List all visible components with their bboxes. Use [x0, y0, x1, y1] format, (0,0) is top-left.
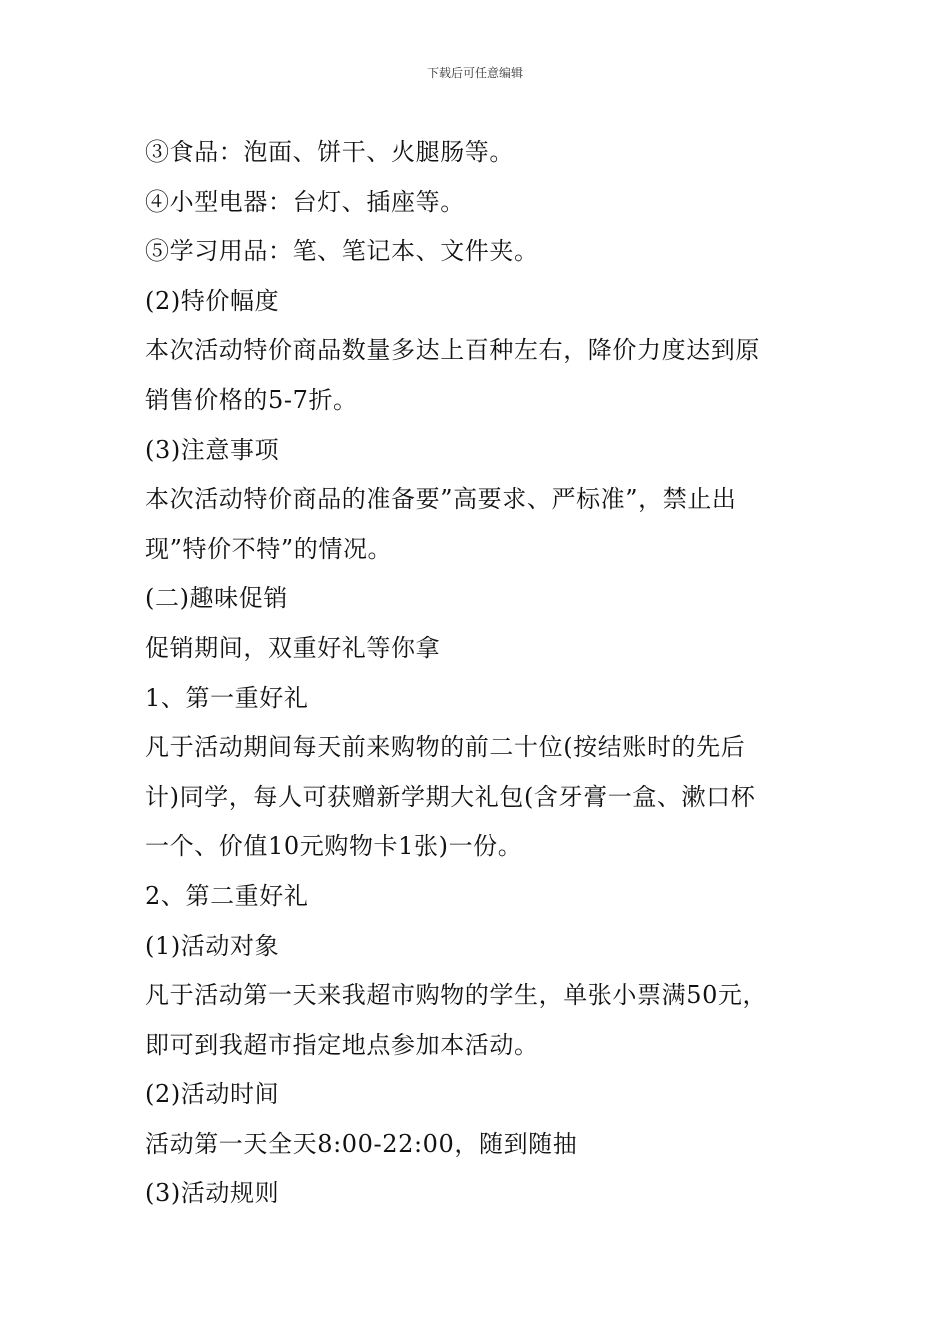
text-line: 销售价格的5-7折。 [145, 385, 358, 414]
section-heading: 2、第二重好礼 [145, 881, 309, 910]
text-line: 本次活动特价商品数量多达上百种左右，降价力度达到原 [145, 336, 760, 365]
text-line: 计)同学，每人可获赠新学期大礼包(含牙膏一盒、漱口杯 [145, 782, 756, 811]
text-line: ⑤学习用品：笔、笔记本、文件夹。 [145, 237, 539, 266]
section-heading: (3)注意事项 [145, 435, 280, 464]
text-line: 活动第一天全天8:00-22:00，随到随抽 [145, 1129, 578, 1158]
text-line: 现”特价不特”的情况。 [145, 534, 393, 563]
text-line: ③食品：泡面、饼干、火腿肠等。 [145, 138, 514, 166]
text-line: 凡于活动第一天来我超市购物的学生，单张小票满50元， [145, 981, 768, 1010]
section-heading: 1、第一重好礼 [145, 683, 309, 712]
text-line: 促销期间，双重好礼等你拿 [145, 633, 441, 662]
section-heading: (3)活动规则 [145, 1179, 280, 1208]
section-heading: (2)活动时间 [145, 1080, 280, 1109]
section-heading: (1)活动对象 [145, 931, 280, 960]
text-line: 凡于活动期间每天前来购物的前二十位(按结账时的先后 [145, 733, 746, 762]
section-heading: (2)特价幅度 [145, 286, 280, 315]
text-line: 即可到我超市指定地点参加本活动。 [145, 1030, 539, 1059]
section-heading: (二)趣味促销 [145, 584, 288, 613]
text-line: 一个、价值10元购物卡1张)一份。 [145, 832, 523, 861]
text-line: 本次活动特价商品的准备要”高要求、严标准”，禁止出 [145, 485, 737, 514]
text-line: ④小型电器：台灯、插座等。 [145, 187, 465, 216]
document-body [145, 128, 813, 1219]
page-header: 下载后可任意编辑 [426, 66, 523, 80]
